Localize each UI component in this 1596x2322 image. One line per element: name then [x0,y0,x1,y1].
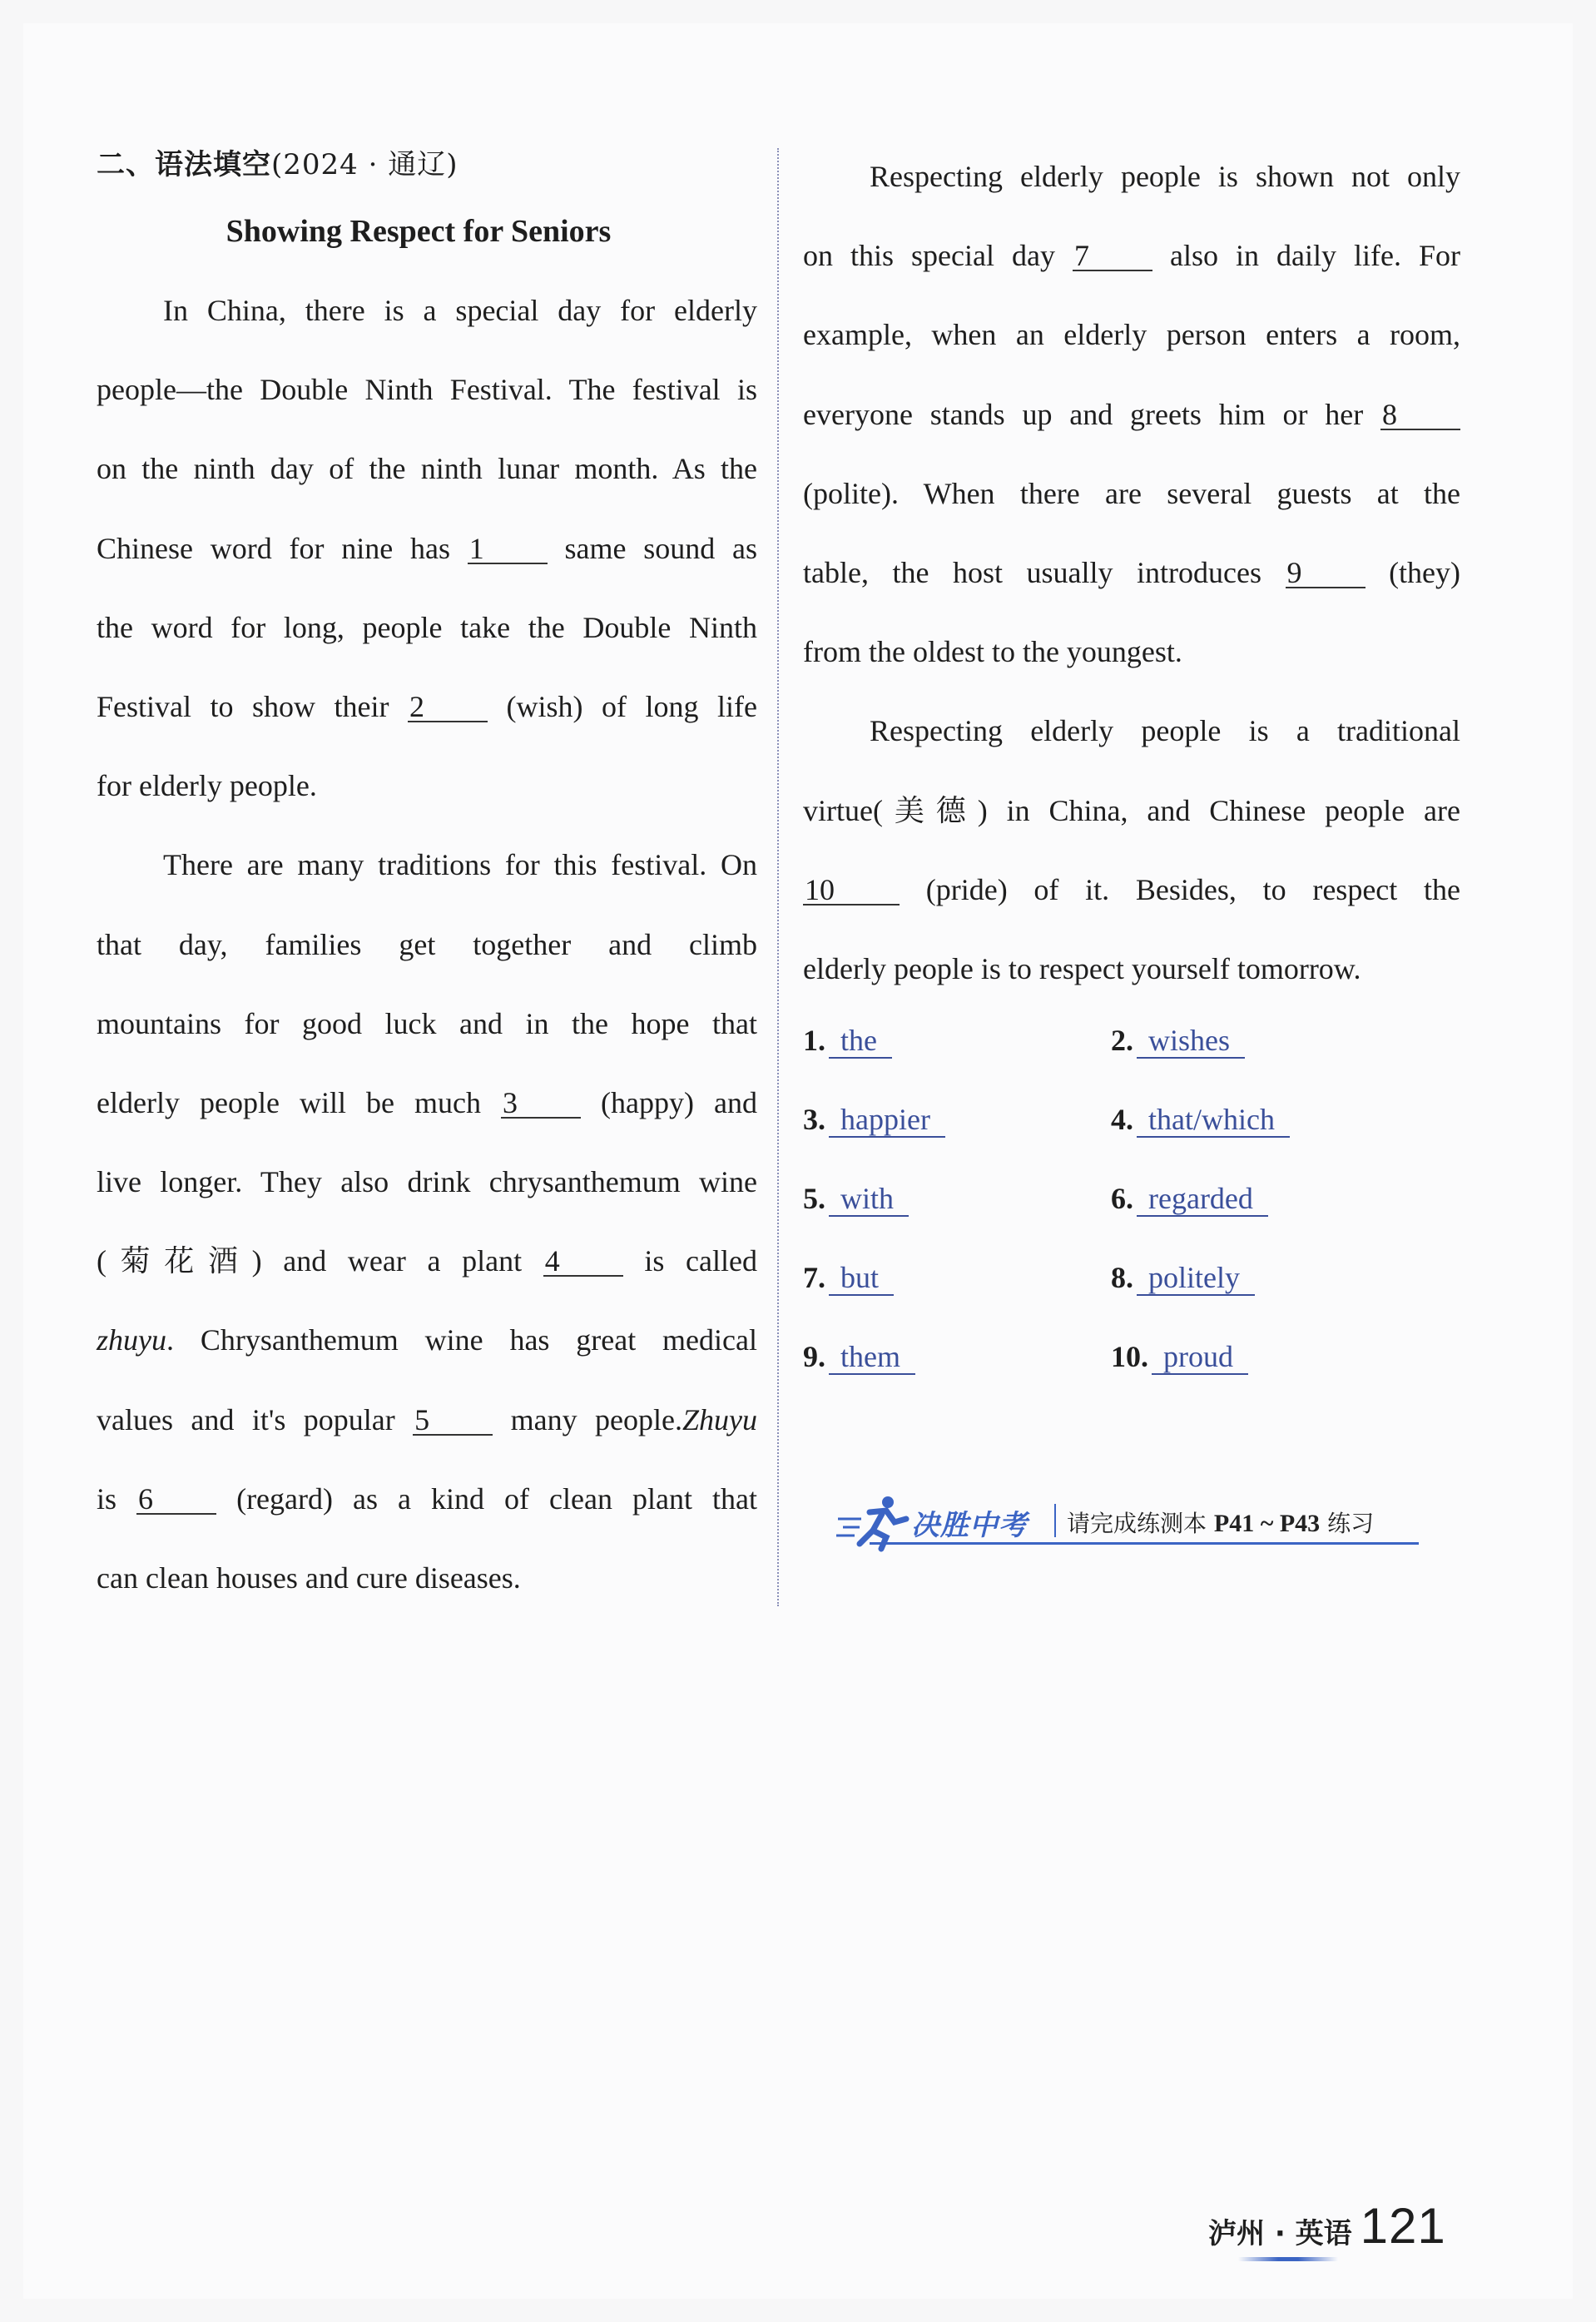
blank-10: 10 [803,876,900,905]
blank-1: 1 [468,534,548,564]
paragraph-1 [97,271,757,826]
answer-value: politely [1137,1261,1255,1296]
answer-row [803,1015,1460,1094]
text-line: virtue(美德) in China, and Chinese people are [803,793,1460,827]
italic-term: zhuyu [97,1323,166,1357]
text-span: elderly people will be much [97,1085,481,1119]
answer-item [1111,1253,1255,1302]
answer-number: 9. [803,1340,825,1374]
article-title: Showing Respect for Seniors [226,214,612,249]
banner-separator [1054,1504,1056,1537]
footer-decoration [1238,2257,1338,2261]
answer-value: regarded [1137,1182,1268,1217]
answer-number: 5. [803,1182,825,1216]
text-span: many people. [510,1402,682,1436]
text-line [803,533,1460,613]
text-line: the word for long, people take the Double Ninth [97,610,757,644]
text-line [97,1064,757,1143]
answer-item [1111,1094,1290,1144]
answer-item [803,1094,945,1144]
text-line [97,509,757,588]
answer-number: 10. [1111,1340,1148,1374]
blank-6: 6 [136,1485,216,1515]
text-span: (pride) of it. Besides, to respect the [925,872,1460,906]
text-line [97,1222,757,1301]
paragraph-2 [97,826,757,1618]
text-line [97,1301,757,1380]
text-line [803,851,1460,930]
answer-value: happier [829,1103,945,1138]
section-heading [97,137,757,192]
answer-value: wishes [1137,1024,1245,1059]
answer-item [803,1173,909,1223]
banner-note-pages: P41 ~ P43 [1213,1510,1321,1537]
blank-4: 4 [543,1247,623,1277]
text-span: (菊花酒) and wear a plant [97,1244,523,1278]
answer-key [803,1015,1460,1411]
answer-item [803,1015,892,1065]
answer-item [803,1332,915,1382]
paragraph-4 [803,692,1460,1009]
page-number: 121 [1360,2198,1446,2254]
answer-number: 1. [803,1024,825,1058]
text-line: Respecting elderly people is shown not only [870,160,1460,193]
text-span: (happy) and [601,1085,758,1119]
paragraph-3 [803,137,1460,692]
text-line [97,667,757,747]
text-span: Chinese word for nine has [97,531,450,565]
text-span: Festival to show their [97,689,389,723]
text-span: on this special day [803,239,1055,273]
left-column [97,137,757,1618]
text-span: values and it's popular [97,1402,395,1436]
text-span: is [97,1481,117,1516]
answer-number: 8. [1111,1261,1133,1295]
text-span: same sound as [564,531,757,565]
text-line: from the oldest to the youngest. [803,635,1182,669]
text-span: also in daily life. For [1170,239,1460,273]
italic-term: Zhuyu [682,1402,757,1436]
text-span: everyone stands up and greets him or her [803,397,1364,431]
footer-label: 泸州 · 英语 [1208,2217,1352,2250]
blank-8: 8 [1380,400,1460,430]
blank-3: 3 [501,1089,581,1119]
answer-value: them [829,1340,915,1375]
banner-note-suffix: 练习 [1320,1510,1375,1537]
blank-9: 9 [1286,558,1366,588]
answer-value: proud [1152,1340,1248,1375]
blank-2: 2 [408,692,488,722]
banner-brand: 决胜中考 [911,1509,1028,1542]
text-line: mountains for good luck and in the hope that [97,1006,757,1040]
section-source: (2024 · 通辽) [271,148,458,181]
answer-value: with [829,1182,909,1217]
text-span: is called [644,1244,757,1278]
text-span: (regard) as a kind of clean plant that [236,1481,758,1516]
text-span: (they) [1389,555,1461,589]
blank-5: 5 [413,1406,493,1436]
text-line [803,216,1460,295]
answer-number: 6. [1111,1182,1133,1216]
right-column [803,137,1460,1411]
answer-item [1111,1173,1268,1223]
text-line: that day, families get together and climb [97,927,757,961]
section-heading-text: 二、语法填空 [97,148,271,181]
answer-number: 2. [1111,1024,1133,1058]
text-line: on the ninth day of the ninth lunar month. As the [97,452,757,486]
text-line: live longer. They also drink chrysanthemum wine [97,1165,757,1199]
blank-7: 7 [1073,241,1152,271]
text-span: table, the host usually introduces [803,555,1261,589]
answer-number: 4. [1111,1103,1133,1137]
banner-note-prefix: 请完成练测本 [1067,1510,1214,1537]
answer-row [803,1253,1460,1332]
text-line: There are many traditions for this festival. On [163,848,757,882]
answer-row [803,1332,1460,1411]
answer-value: but [829,1261,894,1296]
page-footer [1208,2197,1446,2255]
answer-item [1111,1332,1248,1382]
column-divider [777,148,779,1606]
answer-row [803,1094,1460,1173]
text-line: for elderly people. [97,769,317,803]
text-line [97,1460,757,1539]
answer-number: 3. [803,1103,825,1137]
text-line: example, when an elderly person enters a room, [803,318,1460,352]
text-line [803,375,1460,454]
text-span: . Chrysanthemum wine has great medical [166,1323,757,1357]
answer-item [1111,1015,1245,1065]
answer-row [803,1173,1460,1253]
answer-value: the [829,1024,892,1059]
text-line: elderly people is to respect yourself tomorrow. [803,951,1361,985]
text-line: In China, there is a special day for elderly [163,294,757,327]
banner-underline [870,1542,1419,1545]
text-line: (polite). When there are several guests at the [803,476,1460,510]
text-span: (wish) of long life [506,689,758,723]
text-line: people—the Double Ninth Festival. The festival is [97,373,757,407]
banner-note [1067,1506,1374,1539]
answer-item [803,1253,894,1302]
answer-number: 7. [803,1261,825,1295]
text-line [97,1381,757,1460]
practice-banner [836,1494,1419,1552]
answer-value: that/which [1137,1103,1290,1138]
text-line: can clean houses and cure diseases. [97,1561,521,1595]
text-line: Respecting elderly people is a traditional [870,714,1460,748]
